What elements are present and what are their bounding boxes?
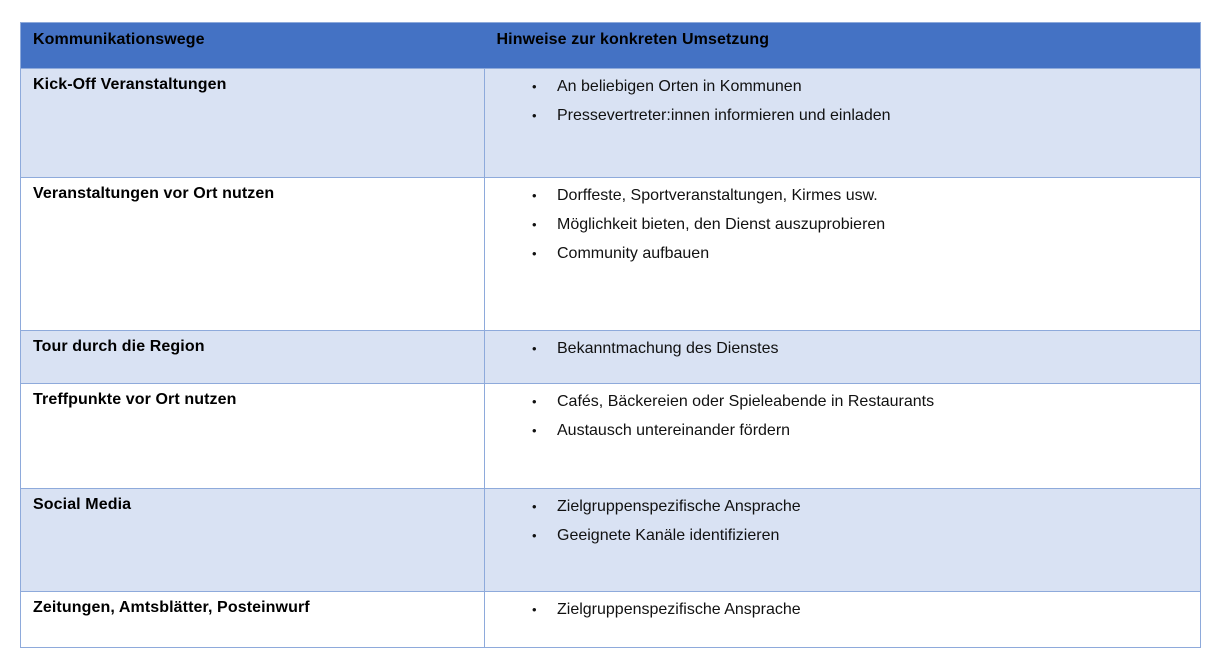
hint-text: Bekanntmachung des Dienstes	[557, 340, 779, 357]
bullet-icon: •	[532, 246, 537, 261]
hint-text: Geeignete Kanäle identifizieren	[557, 527, 780, 544]
hint-item	[493, 181, 1192, 210]
hint-item	[493, 521, 1192, 550]
hints-cell	[485, 384, 1201, 489]
hint-item	[493, 239, 1192, 268]
channel-cell: Social Media	[21, 489, 485, 592]
table-row-tour	[21, 331, 1201, 384]
bullet-icon: •	[532, 108, 537, 123]
table-row-treffpunkte	[21, 384, 1201, 489]
bullet-icon: •	[532, 217, 537, 232]
hint-list	[493, 492, 1192, 550]
channel-cell: Veranstaltungen vor Ort nutzen	[21, 178, 485, 331]
table-row-kick-off	[21, 69, 1201, 178]
document-page	[20, 22, 1201, 648]
bullet-icon: •	[532, 528, 537, 543]
hint-item	[493, 72, 1192, 101]
table-row-social-media	[21, 489, 1201, 592]
hint-item	[493, 492, 1192, 521]
hint-text: Community aufbauen	[557, 245, 710, 262]
bullet-icon: •	[532, 602, 537, 617]
bullet-icon: •	[532, 499, 537, 514]
channel-cell: Kick-Off Veranstaltungen	[21, 69, 485, 178]
hint-item	[493, 334, 1192, 363]
hints-cell	[485, 592, 1201, 648]
hint-list	[493, 334, 1192, 363]
hint-text: Dorffeste, Sportveranstaltungen, Kirmes usw.	[557, 187, 878, 204]
hint-text: Möglichkeit bieten, den Dienst auszuprobieren	[557, 216, 886, 233]
hint-list	[493, 181, 1192, 268]
hint-text: Zielgruppenspezifische Ansprache	[557, 498, 801, 515]
hint-item	[493, 595, 1192, 624]
hints-cell	[485, 489, 1201, 592]
hint-text: Cafés, Bäckereien oder Spieleabende in Restaurants	[557, 393, 935, 410]
hint-list	[493, 72, 1192, 130]
bullet-icon: •	[532, 341, 537, 356]
hint-item	[493, 416, 1192, 445]
hint-item	[493, 387, 1192, 416]
bullet-icon: •	[532, 79, 537, 94]
bullet-icon: •	[532, 188, 537, 203]
hint-item	[493, 101, 1192, 130]
bullet-icon: •	[532, 423, 537, 438]
communication-channels-table	[20, 22, 1201, 648]
hints-cell	[485, 69, 1201, 178]
hint-text: An beliebigen Orten in Kommunen	[557, 78, 802, 95]
column-header-hinweise: Hinweise zur konkreten Umsetzung	[485, 23, 1201, 69]
hint-text: Zielgruppenspezifische Ansprache	[557, 601, 801, 618]
hint-item	[493, 210, 1192, 239]
table-header-row	[21, 23, 1201, 69]
hint-list	[493, 595, 1192, 624]
hint-text: Pressevertreter:innen informieren und einladen	[557, 107, 891, 124]
table-row-veranstaltungen	[21, 178, 1201, 331]
table-row-zeitungen	[21, 592, 1201, 648]
hints-cell	[485, 331, 1201, 384]
channel-cell: Treffpunkte vor Ort nutzen	[21, 384, 485, 489]
hint-list	[493, 387, 1192, 445]
column-header-kommunikationswege: Kommunikationswege	[21, 23, 485, 69]
hints-cell	[485, 178, 1201, 331]
hint-text: Austausch untereinander fördern	[557, 422, 791, 439]
channel-cell: Tour durch die Region	[21, 331, 485, 384]
channel-cell: Zeitungen, Amtsblätter, Posteinwurf	[21, 592, 485, 648]
bullet-icon: •	[532, 394, 537, 409]
